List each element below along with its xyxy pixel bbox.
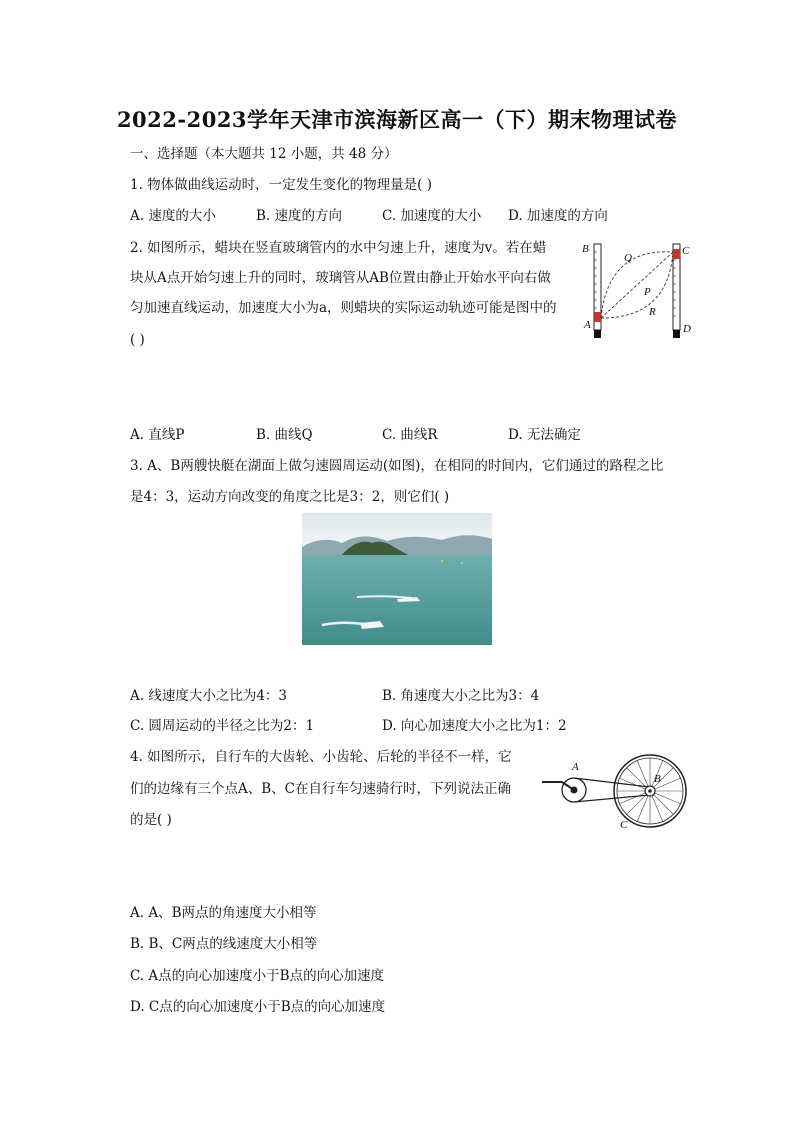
question-3-line-2: 是4：3，运动方向改变的角度之比是3：2，则它们( ) <box>130 489 450 505</box>
q1-option-c: C. 加速度的大小 <box>382 208 482 224</box>
line-p <box>601 252 673 318</box>
q4-option-d: D. C点的向心加速度小于B点的向心加速度 <box>130 999 386 1015</box>
question-4-line-2: 们的边缘有三个点A、B、C在自行车匀速骑行时，下列说法正确 <box>130 781 511 797</box>
q3-option-d: D. 向心加速度大小之比为1：2 <box>382 718 567 734</box>
wax-block-start <box>594 312 601 322</box>
question-1-stem: 1. 物体做曲线运动时，一定发生变化的物理量是( ) <box>130 177 432 193</box>
question-2-line-1: 2. 如图所示，蜡块在竖直玻璃管内的水中匀速上升，速度为v。若在蜡 <box>130 240 547 256</box>
q4-option-a: A. A、B两点的角速度大小相等 <box>130 905 317 921</box>
label-c: C <box>682 245 690 257</box>
label-d: D <box>683 323 691 335</box>
label-b: B <box>582 243 589 255</box>
q2-option-a: A. 直线P <box>130 427 185 443</box>
bicycle-wheel-figure <box>540 748 692 832</box>
q1-option-b: B. 速度的方向 <box>256 208 343 224</box>
label-c: C <box>620 819 628 831</box>
q1-option-a: A. 速度的大小 <box>130 208 216 224</box>
label-q: Q <box>624 252 632 264</box>
question-4-line-1: 4. 如图所示，自行车的大齿轮、小齿轮、后轮的半径不一样，它 <box>130 749 512 765</box>
q3-option-a: A. 线速度大小之比为4：3 <box>130 688 288 704</box>
speedboat-photo <box>302 513 492 645</box>
question-3-line-1: 3. A、B两艘快艇在湖面上做匀速圆周运动(如图)，在相同的时间内，它们通过的路程之比 <box>130 458 664 474</box>
wax-block-end <box>673 249 680 259</box>
page-title: 2022-2023学年天津市滨海新区高一（下）期末物理试卷 <box>116 107 678 132</box>
q2-option-b: B. 曲线Q <box>256 427 313 443</box>
section-heading: 一、选择题（本大题共 12 小题，共 48 分） <box>130 146 398 162</box>
label-a: A <box>584 319 591 331</box>
label-b: B <box>654 773 661 785</box>
curve-q <box>601 252 673 318</box>
glass-tube-figure <box>578 236 728 342</box>
question-2-line-4: ( ) <box>130 332 145 348</box>
label-a: A <box>572 761 579 773</box>
q4-option-c: C. A点的向心加速度小于B点的向心加速度 <box>130 968 385 984</box>
q1-option-d: D. 加速度的方向 <box>508 208 608 224</box>
q3-option-b: B. 角速度大小之比为3：4 <box>382 688 540 704</box>
q3-option-c: C. 圆周运动的半径之比为2：1 <box>130 718 315 734</box>
question-4-line-3: 的是( ) <box>130 812 172 828</box>
q4-option-b: B. B、C两点的线速度大小相等 <box>130 936 318 952</box>
q2-option-c: C. 曲线R <box>382 427 438 443</box>
q2-option-d: D. 无法确定 <box>508 427 581 443</box>
question-2-line-2: 块从A点开始匀速上升的同时，玻璃管从AB位置由静止开始水平向右做 <box>130 270 551 286</box>
label-p: P <box>644 286 651 298</box>
label-r: R <box>649 306 656 318</box>
curve-r <box>601 252 673 318</box>
question-2-line-3: 匀加速直线运动，加速度大小为a，则蜡块的实际运动轨迹可能是图中的 <box>130 300 557 316</box>
